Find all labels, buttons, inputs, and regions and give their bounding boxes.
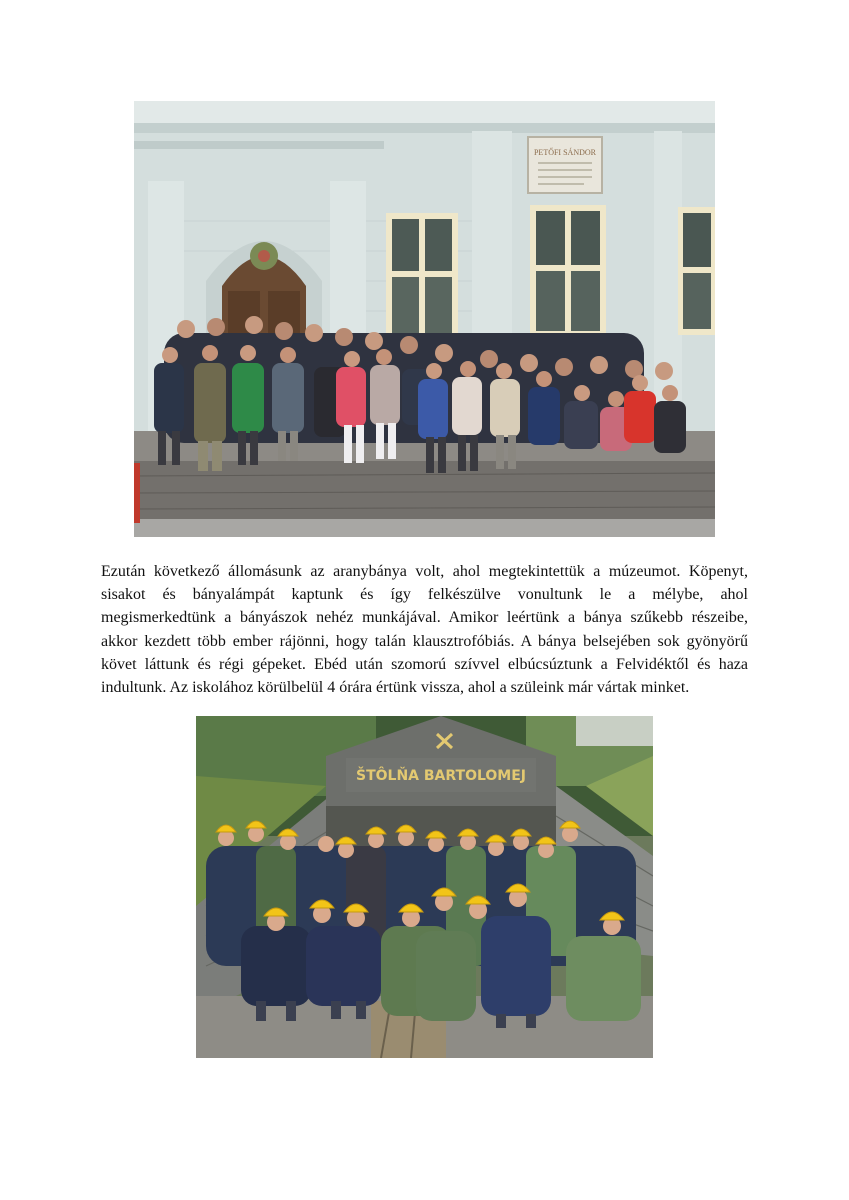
paragraph-line-1: Ezután következő állomásunk az aranybánya volt, ahol megtekintettük a múzeumot. Köpenyt,: [101, 563, 748, 580]
body-paragraph: [101, 560, 748, 699]
paragraph-line-4: akkor kezdett több ember rájönni, hogy talán klausztrofóbiás. A bánya belsejében sok gyönyörű: [101, 632, 748, 650]
group-photo-building: [134, 101, 715, 537]
paragraph-line-5: követ láttunk és régi gépeket. Ebéd után szomorú szívvel elbúcsúztunk a Felvidéktől és haza: [101, 655, 748, 673]
group-photo-mine: [196, 716, 653, 1058]
mine-sign-text: ŠTÔLŇA BARTOLOMEJ: [355, 768, 527, 784]
plaque-text: PETŐFI SÁNDOR: [533, 148, 597, 157]
paragraph-line-3: megismerkedtünk a bányászok nehéz munkájával. Amikor leértünk a bánya szűkebb részeibe,: [101, 609, 748, 627]
paragraph-line-6: indultunk. Az iskolához körülbelül 4 órára értünk vissza, ahol a szüleink már vártak minket.: [101, 679, 690, 697]
paragraph-line-2: sisakot és bányalámpát kaptunk és így felkészülve vonultunk le a mélybe, ahol: [101, 586, 748, 604]
